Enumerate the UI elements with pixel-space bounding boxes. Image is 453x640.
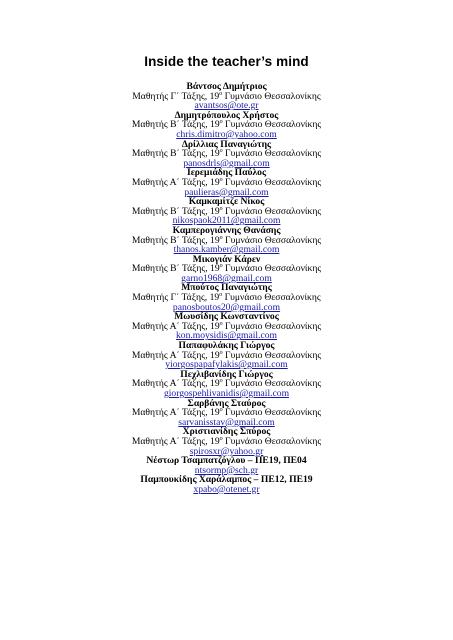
- student-class: Μαθητής Β΄ Τάξης, $19^o$ Γυμνάσιο Θεσσαλονίκης: [131, 263, 322, 275]
- contributors-list: [0, 82, 453, 495]
- student-entry: [0, 370, 453, 399]
- student-name: Πεχλιβανίδης Γιώργος: [180, 368, 273, 380]
- teacher-name: Νέστωρ Τσαμπατζόγλου – ΠΕ19, ΠΕ04: [146, 455, 307, 467]
- student-email-link[interactable]: thanos.kamber@gmail.com: [173, 244, 280, 256]
- student-name: Δρίλλιας Παναγιώτης: [181, 138, 272, 150]
- student-class: Μαθητής Α΄ Τάξης, $19^o$ Γυμνάσιο Θεσσαλονίκης: [131, 378, 322, 390]
- student-name: Μωυσίδης Κωνσταντίνος: [174, 311, 279, 323]
- student-name: Ιερεμιάδης Παύλος: [186, 167, 267, 179]
- student-email-link[interactable]: paulieras@gmail.com: [184, 186, 269, 198]
- student-email-link[interactable]: garno1968@gmail.com: [181, 272, 272, 284]
- teacher-email-link[interactable]: xpabo@otenet.gr: [193, 483, 260, 495]
- student-entry: [0, 399, 453, 428]
- student-name: Βάντσος Δημήτριος: [186, 81, 267, 92]
- student-entry: [0, 312, 453, 341]
- student-name: Καμκαμίτζε Νίκος: [188, 196, 265, 208]
- document-title: Inside the teacher’s mind: [144, 54, 309, 69]
- student-class: Μαθητής Β΄ Τάξης, $19^o$ Γυμνάσιο Θεσσαλονίκης: [131, 205, 322, 217]
- student-class: Μαθητής Α΄ Τάξης, $19^o$ Γυμνάσιο Θεσσαλονίκης: [131, 176, 322, 188]
- student-email-link[interactable]: panosboutos20@gmail.com: [172, 301, 281, 313]
- student-entry: [0, 82, 453, 111]
- student-class: Μαθητής Β΄ Τάξης, $19^o$ Γυμνάσιο Θεσσαλονίκης: [131, 234, 322, 246]
- student-class: Μαθητής Β΄ Τάξης, $19^o$ Γυμνάσιο Θεσσαλονίκης: [131, 119, 322, 131]
- student-email-link[interactable]: sarvanisstav@gmail.com: [178, 416, 275, 428]
- student-entry: [0, 197, 453, 226]
- student-email-link[interactable]: spirosxr@yahoo.gr: [189, 445, 264, 457]
- student-email-link[interactable]: panosdrls@gmail.com: [183, 157, 270, 169]
- student-entry: [0, 111, 453, 140]
- student-class: Μαθητής Α΄ Τάξης, $19^o$ Γυμνάσιο Θεσσαλονίκης: [131, 435, 322, 447]
- student-class: Μαθητής Α΄ Τάξης, $19^o$ Γυμνάσιο Θεσσαλονίκης: [131, 349, 322, 361]
- student-entry: [0, 255, 453, 284]
- student-name: Σαρβάνης Σταύρος: [187, 397, 266, 409]
- student-name: Δημητρόπουλος Χρήστος: [174, 109, 279, 121]
- student-entry: [0, 168, 453, 197]
- student-email-link[interactable]: chris.dimitro@yahoo.com: [176, 128, 277, 140]
- student-name: Χριστιανίδης Σπύρος: [182, 426, 271, 438]
- student-name: Μπούτος Παναγιώτης: [181, 282, 272, 294]
- student-class: Μαθητής Β΄ Τάξης, $19^o$ Γυμνάσιο Θεσσαλονίκης: [131, 148, 322, 160]
- student-entry: [0, 283, 453, 312]
- student-email-link[interactable]: giorgospehlivanidis@gmail.com: [163, 388, 290, 399]
- student-class: Μαθητής Α΄ Τάξης, $19^o$ Γυμνάσιο Θεσσαλονίκης: [131, 320, 322, 332]
- teacher-entry: [0, 475, 453, 494]
- student-entry: [0, 427, 453, 456]
- teacher-entry: [0, 456, 453, 475]
- student-name: Παπαφυλάκης Γιώργος: [178, 340, 275, 352]
- student-email-link[interactable]: kon.moysidis@gmail.com: [175, 330, 278, 342]
- student-class: Μαθητής Γ΄ Τάξης, $19^o$ Γυμνάσιο Θεσσαλονίκης: [132, 90, 321, 102]
- student-entry: [0, 341, 453, 370]
- teacher-email-link[interactable]: ntsormp@sch.gr: [194, 464, 259, 476]
- student-entry: [0, 140, 453, 169]
- student-name: Μικογιάν Κάρεν: [192, 253, 261, 265]
- student-class: Μαθητής Γ΄ Τάξης, $19^o$ Γυμνάσιο Θεσσαλονίκης: [132, 292, 321, 304]
- student-name: Καμπερογιάννης Θανάσης: [172, 224, 281, 236]
- student-email-link[interactable]: avantsos@ote.gr: [194, 100, 259, 112]
- student-entry: [0, 226, 453, 255]
- student-class: Μαθητής Α΄ Τάξης, $19^o$ Γυμνάσιο Θεσσαλονίκης: [131, 407, 322, 419]
- student-email-link[interactable]: nikospaok2011@gmail.com: [172, 215, 281, 227]
- teacher-name: Παμπουκίδης Χαράλαμπος – ΠΕ12, ΠΕ19: [140, 474, 313, 486]
- student-email-link[interactable]: yiorgospapafylakis@gmail.com: [165, 359, 288, 371]
